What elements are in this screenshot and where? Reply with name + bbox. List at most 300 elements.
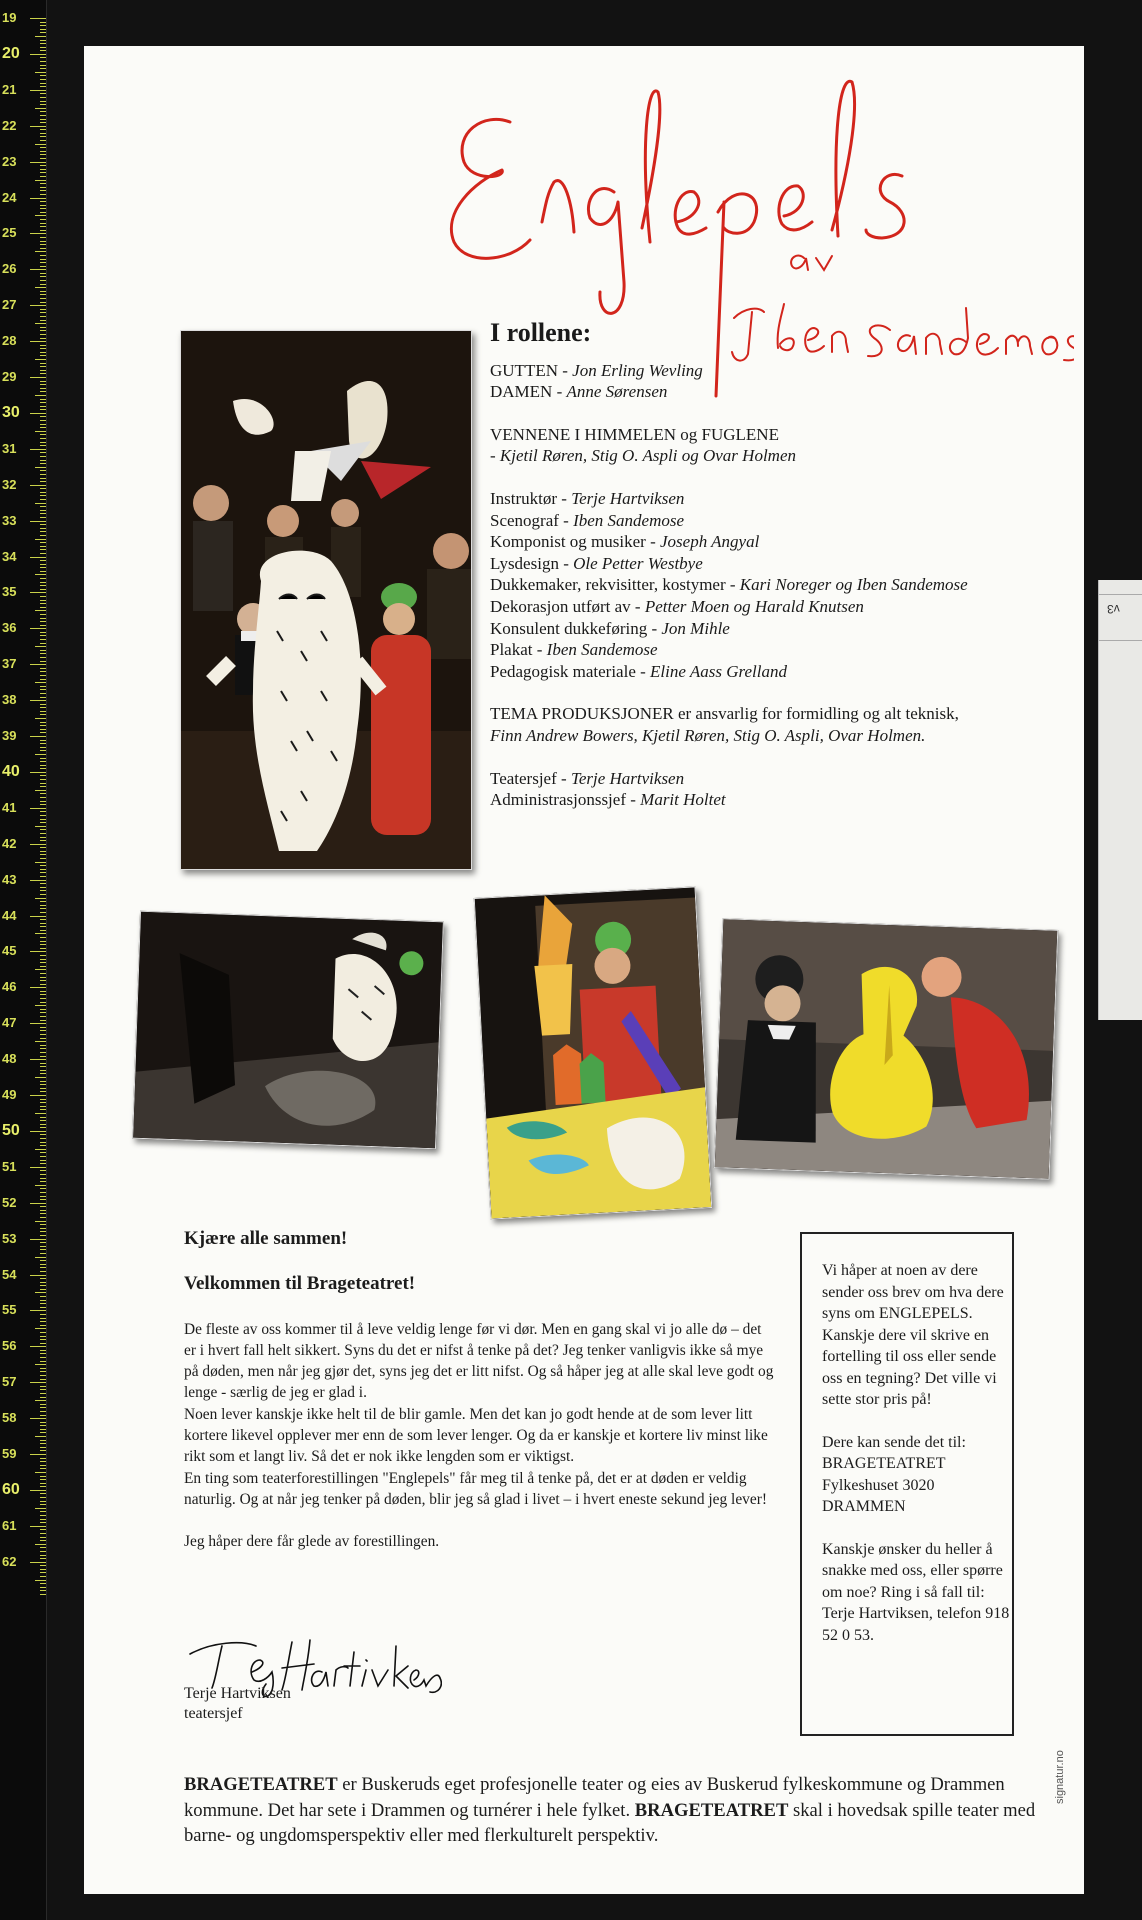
scale-strip-label: v3 (1107, 602, 1120, 616)
ruler-tick (40, 1411, 46, 1412)
ruler-tick (40, 1228, 46, 1229)
ruler-tick (40, 154, 46, 155)
ruler-tick (35, 1185, 46, 1186)
ruler-tick (40, 352, 46, 353)
ruler-tick (40, 140, 46, 141)
ruler-tick (40, 650, 46, 651)
ruler-tick (40, 714, 46, 715)
ruler-tick (40, 1318, 46, 1319)
ruler-tick (40, 445, 46, 446)
ruler-tick (40, 97, 46, 98)
ruler-tick (40, 571, 46, 572)
ruler-tick (30, 1346, 46, 1347)
printer-credit: signatur.no (1054, 1750, 1066, 1804)
ruler-number: 34 (2, 548, 17, 564)
ruler-tick (40, 1425, 46, 1426)
ruler-tick (35, 1400, 46, 1401)
letter-greeting: Kjære alle sammen! (184, 1228, 348, 1249)
ruler-tick (40, 1303, 46, 1304)
ruler-tick (40, 621, 46, 622)
cast-photo (180, 330, 472, 870)
ruler-tick (35, 610, 46, 611)
letter-paragraph-3: En ting som teaterforestillingen "Englepels" får meg til å tenke på, det er at døden er veldig naturlig. Og at når jeg tenker på døden, blir jeg så glad i livet – i hvert eneste sekund jeg lever! (184, 1469, 767, 1508)
ruler-tick (30, 1310, 46, 1311)
ruler-tick (40, 1145, 46, 1146)
ruler-number: 45 (2, 943, 17, 959)
ruler-tick (40, 837, 46, 838)
ruler-tick (40, 959, 46, 960)
ruler-number: 24 (2, 189, 17, 205)
ruler-tick (40, 546, 46, 547)
ruler-tick (40, 1587, 46, 1588)
ruler-tick (40, 1501, 46, 1502)
ruler-tick (40, 1289, 46, 1290)
ruler-tick (35, 718, 46, 719)
credit-role: Instruktør - (490, 488, 572, 508)
ruler-tick (40, 1117, 46, 1118)
ruler-tick (40, 1192, 46, 1193)
ruler-tick (40, 1397, 46, 1398)
ruler-tick (30, 341, 46, 342)
ruler-tick (40, 639, 46, 640)
ruler-tick (30, 987, 46, 988)
ruler-tick (40, 391, 46, 392)
ruler-tick (30, 880, 46, 881)
ruler-tick (40, 1012, 46, 1013)
ruler-tick (40, 1540, 46, 1541)
ruler-number: 43 (2, 871, 17, 887)
theatre-description (184, 1772, 1044, 1849)
ruler-tick (35, 1544, 46, 1545)
ruler-tick (35, 790, 46, 791)
ruler-tick (40, 474, 46, 475)
ruler-tick (40, 1547, 46, 1548)
ruler-tick (30, 305, 46, 306)
credits-spacer (490, 467, 1070, 488)
ruler-tick (35, 1508, 46, 1509)
ruler-tick (40, 743, 46, 744)
ruler-tick (40, 205, 46, 206)
contact-info-box (800, 1232, 1014, 1736)
ruler-tick (40, 707, 46, 708)
ruler-tick (40, 653, 46, 654)
ruler-tick (40, 111, 46, 112)
ruler-tick (40, 460, 46, 461)
ruler-tick (40, 1188, 46, 1189)
ruler-tick (40, 201, 46, 202)
ruler-tick (40, 750, 46, 751)
ruler-number: 36 (2, 620, 17, 636)
ruler-tick (40, 1447, 46, 1448)
ruler-tick (40, 926, 46, 927)
ruler-tick (40, 32, 46, 33)
ruler-tick (40, 1415, 46, 1416)
ruler-tick (40, 560, 46, 561)
ruler-tick (40, 1325, 46, 1326)
ruler-tick (40, 147, 46, 148)
ruler-number: 44 (2, 907, 17, 923)
ruler-number: 23 (2, 153, 17, 169)
ruler-tick (40, 1511, 46, 1512)
ruler-tick (40, 1260, 46, 1261)
credit-row (490, 360, 1070, 382)
ruler-tick (40, 223, 46, 224)
ruler-tick (40, 779, 46, 780)
ruler-number: 53 (2, 1230, 17, 1246)
credit-role: VENNENE I HIMMELEN og FUGLENE (490, 424, 779, 444)
ruler-tick (40, 711, 46, 712)
ruler-number: 39 (2, 728, 17, 743)
credit-row (490, 381, 1070, 403)
ruler-tick (35, 1580, 46, 1581)
ruler-tick (40, 1253, 46, 1254)
ruler-tick (40, 1368, 46, 1369)
ruler-tick (30, 1131, 46, 1132)
ruler-tick (40, 1486, 46, 1487)
ruler-tick (40, 370, 46, 371)
credit-name: Eline Aass Grelland (650, 661, 787, 681)
ruler-tick (35, 431, 46, 432)
ruler-tick (40, 1361, 46, 1362)
ruler-tick (40, 355, 46, 356)
ruler-tick (35, 72, 46, 73)
ruler-tick (40, 1231, 46, 1232)
ruler-tick (40, 1300, 46, 1301)
ruler-tick (40, 402, 46, 403)
ruler-tick (30, 736, 46, 737)
ruler-tick (40, 1583, 46, 1584)
footer-text-2: skal i hovedsak spille teater med barne- og ungdomsperspektiv eller med flerkulturelt perspektiv. (184, 1799, 1036, 1846)
ruler-tick (40, 1522, 46, 1523)
ruler-tick (40, 172, 46, 173)
ruler-tick (40, 388, 46, 389)
credit-name: Terje Hartviksen (571, 488, 685, 508)
ruler-number: 20 (2, 44, 20, 62)
ruler-tick (40, 1371, 46, 1372)
ruler-tick (40, 937, 46, 938)
credit-role: TEMA PRODUKSJONER er ansvarlig for formidling og alt teknisk, (490, 704, 959, 724)
ruler-tick (40, 1099, 46, 1100)
ruler-tick (35, 1221, 46, 1222)
ruler-tick (40, 722, 46, 723)
ruler-tick (30, 1167, 46, 1168)
ruler-tick (30, 413, 46, 414)
ruler-tick (40, 495, 46, 496)
ruler-tick (40, 854, 46, 855)
ruler-tick (40, 273, 46, 274)
credits-list (490, 318, 1070, 811)
credit-row (490, 703, 1070, 725)
ruler-tick (40, 1314, 46, 1315)
credit-name: Jon Erling Wevling (572, 360, 703, 380)
ruler-tick (40, 1465, 46, 1466)
ruler-tick (40, 535, 46, 536)
credit-role: Teatersjef - (490, 768, 571, 788)
ruler-tick (40, 183, 46, 184)
ruler-tick (30, 844, 46, 845)
ruler-tick (40, 704, 46, 705)
ruler-tick (40, 1070, 46, 1071)
ruler-tick (40, 176, 46, 177)
ruler-tick (40, 208, 46, 209)
ruler-tick (40, 564, 46, 565)
ruler-tick (40, 635, 46, 636)
ruler-tick (40, 136, 46, 137)
ruler-tick (40, 1504, 46, 1505)
ruler-tick (40, 29, 46, 30)
ruler-tick (40, 1285, 46, 1286)
ruler-tick (40, 858, 46, 859)
color-scale-strip (1098, 580, 1142, 1020)
ruler-tick (40, 578, 46, 579)
ruler-tick (40, 309, 46, 310)
ruler-tick (40, 68, 46, 69)
ruler-tick (40, 1332, 46, 1333)
ruler-tick (40, 1278, 46, 1279)
welcome-letter (184, 1228, 774, 1553)
ruler-tick (40, 851, 46, 852)
ruler-tick (35, 1292, 46, 1293)
ruler-tick (40, 190, 46, 191)
ruler-tick (40, 643, 46, 644)
ruler-tick (35, 359, 46, 360)
ruler-number: 49 (2, 1087, 17, 1102)
ruler-tick (40, 686, 46, 687)
ruler-number: 40 (2, 762, 20, 780)
ruler-tick (40, 348, 46, 349)
ruler-tick (40, 1016, 46, 1017)
ruler-tick (40, 363, 46, 364)
letter-paragraph-1: De fleste av oss kommer til å leve veldig lenge før vi dør. Men en gang skal vi jo alle dø – det er i hvert fall helt sikkert. Syns du det er nifst å tenke på det? Jeg tenker vanligvis ikke så mye på døden, men når jeg gjør det, syns jeg det er litt nifst. Og så håper jeg at alle skal leve godt og lenge - særlig de jeg er glad i. (184, 1320, 774, 1402)
ruler-tick (40, 1084, 46, 1085)
ruler-tick (40, 1336, 46, 1337)
ruler-tick (40, 991, 46, 992)
ruler-tick (40, 998, 46, 999)
ruler-tick (40, 1422, 46, 1423)
ruler-tick (40, 1181, 46, 1182)
ruler-tick (35, 467, 46, 468)
ruler-tick (35, 36, 46, 37)
credits-spacer (490, 403, 1070, 424)
ruler-tick (40, 768, 46, 769)
ruler-tick (30, 1275, 46, 1276)
ruler-number: 41 (2, 799, 17, 815)
ruler-tick (40, 1558, 46, 1559)
ruler-tick (40, 1590, 46, 1591)
ruler-tick (40, 819, 46, 820)
ruler-number: 60 (2, 1480, 20, 1498)
ruler-tick (40, 1282, 46, 1283)
ruler-tick (35, 574, 46, 575)
ruler-tick (35, 215, 46, 216)
ruler-number: 47 (2, 1015, 17, 1031)
ruler-tick (40, 1296, 46, 1297)
ruler-tick (35, 754, 46, 755)
ruler-tick (40, 1056, 46, 1057)
ruler-tick (40, 22, 46, 23)
credit-name: Marit Holtet (640, 790, 726, 810)
ruler-tick (40, 528, 46, 529)
ruler-tick (40, 1102, 46, 1103)
ruler-tick (40, 43, 46, 44)
credit-row (490, 488, 1070, 510)
ruler-tick (40, 679, 46, 680)
credit-role: Dekorasjon utført av - (490, 596, 645, 616)
ruler-tick (40, 869, 46, 870)
ruler-tick (40, 456, 46, 457)
ruler-tick (40, 104, 46, 105)
ruler-tick (40, 1052, 46, 1053)
ruler-tick (30, 808, 46, 809)
ruler-tick (40, 1224, 46, 1225)
ruler-tick (40, 531, 46, 532)
ruler-tick (35, 862, 46, 863)
ruler-tick (40, 761, 46, 762)
ruler-tick (40, 1555, 46, 1556)
ruler-tick (30, 269, 46, 270)
ruler-tick (40, 890, 46, 891)
credit-row (490, 618, 1070, 640)
ruler-tick (40, 187, 46, 188)
credit-row (490, 445, 1070, 467)
credit-name: Jon Mihle (661, 618, 730, 638)
ruler-tick (40, 524, 46, 525)
ruler-tick (40, 1569, 46, 1570)
ruler-tick (40, 219, 46, 220)
ruler-tick (40, 632, 46, 633)
ruler-tick (40, 1519, 46, 1520)
credits-spacer (490, 747, 1070, 768)
ruler-tick (40, 553, 46, 554)
ruler-tick (40, 1156, 46, 1157)
credit-role: Administrasjonssjef - (490, 790, 641, 810)
credit-name: Kjetil Røren, Stig O. Aspli og Ovar Holmen (499, 446, 796, 466)
ruler-tick (40, 40, 46, 41)
ruler-tick (35, 1113, 46, 1114)
ruler-number: 56 (2, 1338, 17, 1354)
ruler-tick (40, 1533, 46, 1534)
ruler-tick (40, 786, 46, 787)
ruler-tick (40, 865, 46, 866)
credit-row (490, 661, 1070, 683)
ruler-tick (35, 1149, 46, 1150)
ruler-tick (40, 241, 46, 242)
credit-row (490, 639, 1070, 661)
letter-closing: Jeg håper dere får glede av forestillingen. (184, 1533, 440, 1551)
ruler-tick (40, 194, 46, 195)
scene-photo-boy (474, 886, 713, 1219)
ruler-tick (30, 1562, 46, 1563)
ruler-tick (40, 420, 46, 421)
ruler-tick (40, 1375, 46, 1376)
ruler-tick (30, 18, 46, 19)
ruler-tick (30, 772, 46, 773)
ruler-tick (40, 1432, 46, 1433)
ruler-tick (40, 944, 46, 945)
ruler-tick (40, 962, 46, 963)
ruler-tick (40, 438, 46, 439)
ruler-tick (40, 729, 46, 730)
ruler-tick (35, 503, 46, 504)
credit-name: Anne Sørensen (566, 382, 668, 402)
ruler-number: 58 (2, 1410, 17, 1426)
ruler-tick (35, 1005, 46, 1006)
ruler-tick (40, 797, 46, 798)
ruler-tick (40, 1594, 46, 1595)
ruler-tick (40, 122, 46, 123)
ruler-tick (40, 86, 46, 87)
ruler-number: 50 (2, 1121, 20, 1139)
ruler-tick (35, 1472, 46, 1473)
ruler-tick (40, 1138, 46, 1139)
ruler-tick (40, 1551, 46, 1552)
ruler-tick (40, 1160, 46, 1161)
ruler-tick (40, 668, 46, 669)
ruler-tick (40, 424, 46, 425)
ruler-number: 26 (2, 261, 17, 277)
credit-row (490, 531, 1070, 553)
ruler-tick (30, 700, 46, 701)
ruler-tick (40, 1443, 46, 1444)
ruler-tick (40, 1353, 46, 1354)
ruler-tick (40, 262, 46, 263)
ruler-tick (40, 1497, 46, 1498)
ruler-tick (40, 399, 46, 400)
ruler-tick (40, 291, 46, 292)
ruler-tick (40, 248, 46, 249)
ruler-tick (40, 1476, 46, 1477)
ruler-tick (40, 804, 46, 805)
ruler-tick (40, 908, 46, 909)
ruler-tick (30, 521, 46, 522)
ruler-tick (40, 1002, 46, 1003)
ruler-tick (30, 1526, 46, 1527)
credit-role: - (490, 446, 500, 466)
ruler-number: 28 (2, 333, 17, 349)
ruler-tick (40, 276, 46, 277)
ruler-tick (40, 1407, 46, 1408)
ruler-tick (40, 1091, 46, 1092)
ruler-number: 38 (2, 692, 17, 708)
credit-name: Ole Petter Westbye (573, 553, 703, 573)
ruler-tick (40, 510, 46, 511)
ruler-tick (40, 1027, 46, 1028)
ruler-tick (40, 912, 46, 913)
credit-row (490, 574, 1070, 596)
ruler-tick (40, 409, 46, 410)
ruler-tick (40, 284, 46, 285)
ruler-tick (40, 1210, 46, 1211)
letter-paragraph-2: Noen lever kanskje ikke helt til de blir gamle. Men det kan jo godt hende at de som lever litt kortere likevel opplever mer enn de som lever lenger. Og da er kanskje et kortere liv minst like rikt som et langt liv. Så det er nok ikke lengden som er viktigst. (184, 1405, 768, 1466)
ruler-tick (35, 1436, 46, 1437)
credit-role: Konsulent dukkeføring - (490, 618, 662, 638)
ruler-tick (30, 54, 46, 55)
ruler-tick (40, 492, 46, 493)
ruler-number: 48 (2, 1051, 17, 1067)
ruler-tick (40, 327, 46, 328)
ruler-tick (40, 847, 46, 848)
credit-name: Iben Sandemose (573, 510, 685, 530)
ruler-tick (40, 244, 46, 245)
ruler-tick (35, 144, 46, 145)
ruler-tick (40, 1267, 46, 1268)
ruler-tick (40, 671, 46, 672)
ruler-tick (40, 133, 46, 134)
ruler-tick (40, 381, 46, 382)
credits-heading: I rollene: (490, 318, 592, 347)
ruler-tick (40, 905, 46, 906)
credit-name: Terje Hartviksen (570, 768, 685, 788)
